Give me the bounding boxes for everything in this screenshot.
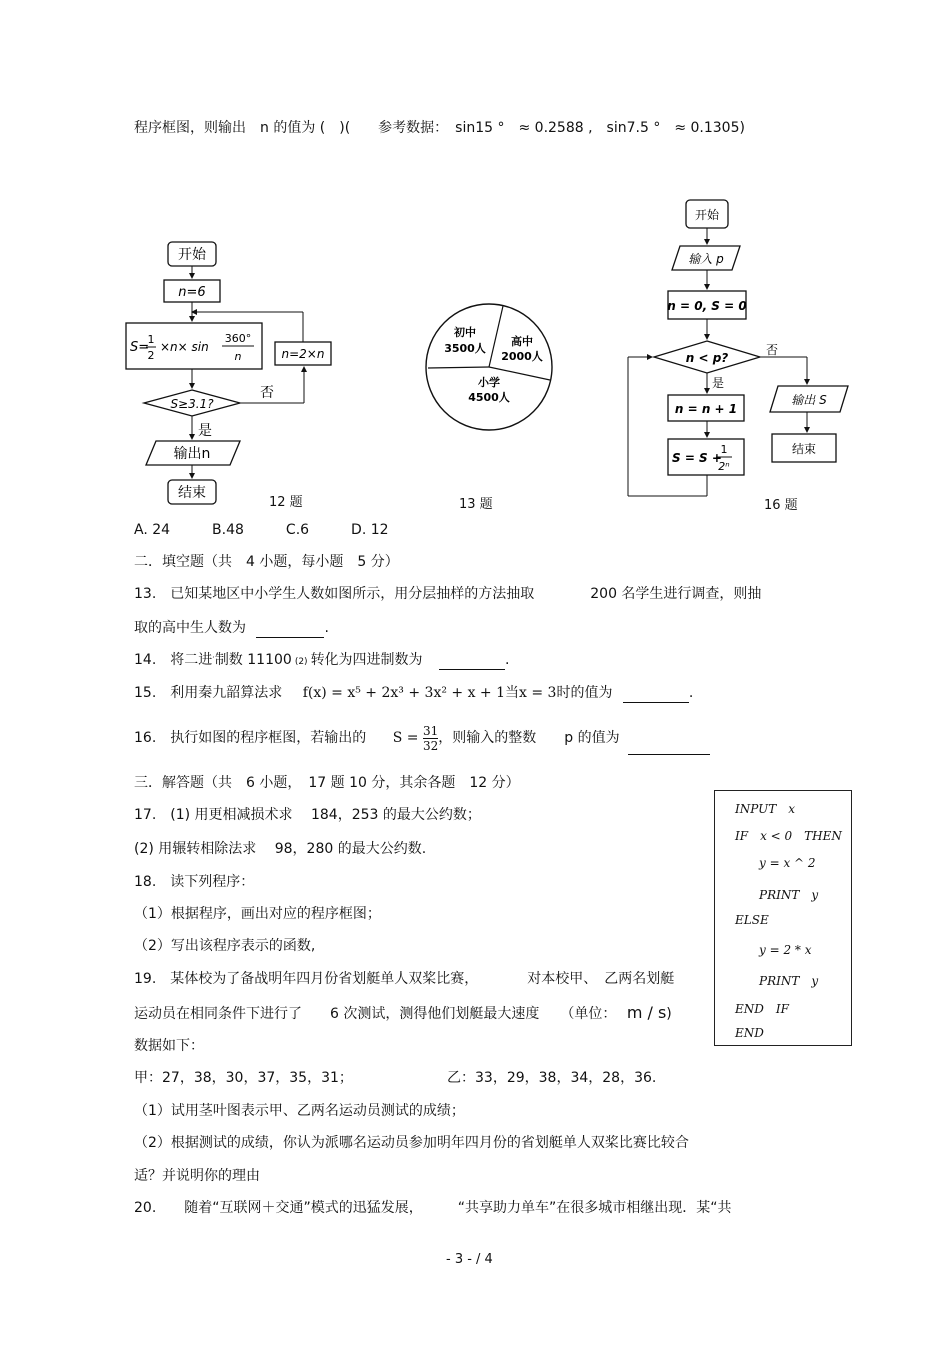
q13-line-2: 取的高中生人数为 .: [134, 620, 329, 636]
flowchart-q16: [600, 194, 860, 516]
q19-line-2: [134, 1004, 672, 1023]
yes-label: 是: [712, 376, 725, 390]
q15-text-a: 15. 利用秦九韶算法求: [134, 685, 283, 701]
q18-stem: 18. 读下列程序：: [134, 874, 255, 890]
output-label: 输出 S: [791, 393, 827, 407]
q19-unit: m / s: [626, 1003, 667, 1022]
output-label: 输出n: [173, 446, 211, 462]
question-12-stem: 程序框图，则输出 n 的值为 ( )( 参考数据： sin15 ° ≈ 0.2588 , sin7.5 ° ≈ 0.1305): [134, 120, 745, 136]
q13-line-1: 13. 已知某地区中小学生人数如图所示，用分层抽样的方法抽取 200 名学生进行调查，则抽: [134, 586, 762, 602]
pie-chart-q13: [420, 300, 560, 440]
code-line-2: IF x < 0 THEN: [735, 829, 842, 843]
q16-s: S =: [392, 730, 419, 746]
sum-num: 1: [720, 443, 728, 456]
q14-answer-blank: [439, 651, 505, 670]
update-label: n=2×n: [281, 347, 325, 361]
q16-text-a: 16. 执行如图的程序框图，若输出的: [134, 730, 367, 746]
slice-xiaoxue-label: 小学: [478, 376, 500, 389]
sum-prefix: S = S +: [672, 451, 722, 465]
caption-q12: 12 题: [269, 495, 303, 510]
caption-q16: 16 题: [764, 498, 798, 513]
q17-part-2: (2) 用辗转相除法求 98，280 的最大公约数.: [134, 841, 427, 857]
q19-data-yi: 乙：33，29，38，34，28，36.: [447, 1070, 657, 1086]
yes-label: 是: [198, 423, 212, 439]
end-label: 结束: [791, 442, 817, 456]
no-label: 否: [260, 385, 274, 401]
formula-mid: ×n× sin: [160, 340, 209, 354]
code-line-9: END: [735, 1026, 764, 1040]
q15-text-b: 当: [505, 685, 520, 701]
slice-chuzhong-label: 初中: [454, 326, 476, 339]
q14-subscript: (2): [294, 657, 308, 667]
sum-den: 2ⁿ: [718, 460, 730, 473]
q16-text-b: ，则输入的整数 p 的值为: [438, 730, 620, 746]
q15-formula: f(x) = x⁵ + 2x³ + 3x² + x + 1: [302, 685, 506, 701]
q16-line: [134, 722, 710, 755]
q19-part-2: （2）根据测试的成绩，你认为派哪名运动员参加明年四月份的省划艇单人双桨比赛比较合: [134, 1135, 689, 1151]
init-label: n = 0, S = 0: [667, 299, 747, 313]
formula-frac-num: 360°: [224, 332, 252, 345]
q16-answer-blank: [628, 722, 710, 755]
condition-label: n < p?: [685, 351, 729, 365]
q14-text-b: 制数 11100: [214, 652, 292, 668]
q18-part-1: （1）根据程序，画出对应的程序框图；: [134, 906, 381, 922]
q13-answer-blank: [256, 619, 324, 638]
q15-line: 15. 利用秦九韶算法求 f(x) = x⁵ + 2x³ + 3x² + x + 1当x = 3时的值为 .: [134, 685, 694, 701]
q19-part-3: 适？并说明你的理由: [134, 1168, 260, 1184]
q14-text-a: 14. 将二进: [134, 652, 213, 668]
q15-text-c: 时的值为: [556, 685, 613, 701]
q16-fraction: [423, 724, 438, 753]
formula-half-num: 1: [147, 333, 155, 346]
input-label: 输入 p: [688, 252, 724, 266]
slice-xiaoxue-value: 4500人: [468, 391, 510, 404]
no-label: 否: [766, 343, 779, 357]
condition-label: S≥3.1?: [170, 397, 214, 411]
flowchart-q12: [120, 232, 350, 517]
q12-options: A. 24 B.48 C.6 D. 12: [134, 522, 389, 538]
q19-data-jia: 甲：27，38，30，37，35，31；: [134, 1070, 353, 1086]
q18-part-2: （2）写出该程序表示的函数,: [134, 938, 316, 954]
q19-close: ): [666, 1006, 672, 1022]
code-line-3: y = x ^ 2: [759, 856, 816, 870]
q13-text: 取的高中生人数为: [134, 620, 246, 636]
code-line-1: INPUT x: [735, 802, 795, 816]
formula-half-den: 2: [147, 349, 155, 362]
q14-text-c: 转化为四进制数为: [310, 652, 423, 668]
init-label: n=6: [178, 285, 206, 300]
q19-part-1: （1）试用茎叶图表示甲、乙两名运动员测试的成绩；: [134, 1103, 465, 1119]
slice-gaozhong-value: 2000人: [501, 350, 543, 363]
slice-gaozhong-label: 高中: [511, 335, 533, 348]
end-label: 结束: [178, 485, 206, 501]
start-label: 开始: [178, 247, 206, 263]
caption-q13: 13 题: [459, 497, 493, 512]
q16-num: 31: [422, 723, 439, 738]
q20-stem: 20. 随着“互联网＋交通”模式的迅猛发展， “共享助力单车”在很多城市相继出现．某“共: [134, 1200, 732, 1216]
section-2-heading: 二．填空题（共 4 小题，每小题 5 分）: [134, 554, 399, 570]
q19-text: 运动员在相同条件下进行了 6 次测试，测得他们划艇最大速度 （单位：: [134, 1006, 617, 1022]
q15-answer-blank: [623, 684, 689, 703]
code-line-4: PRINT y: [759, 888, 819, 902]
start-label: 开始: [694, 208, 720, 222]
code-line-6: y = 2 * x: [759, 943, 812, 957]
q17-part-1: 17. (1) 用更相减损术求 184，253 的最大公约数；: [134, 807, 481, 823]
q16-den: 32: [422, 738, 439, 753]
slice-chuzhong-value: 3500人: [444, 342, 486, 355]
program-code-box: [714, 790, 852, 1046]
page-number: - 3 - / 4: [446, 1252, 493, 1267]
q15-x-value: x = 3: [519, 685, 557, 701]
formula-frac-den: n: [234, 350, 242, 363]
formula-prefix: S=: [130, 340, 150, 355]
q19-line-3: 数据如下：: [134, 1038, 204, 1054]
code-line-8: END IF: [735, 1002, 789, 1016]
code-line-7: PRINT y: [759, 974, 819, 988]
q14-line: 14. 将二进‘制数 11100 (2) 转化为四进制数为 .: [134, 652, 510, 668]
q19-line-1: 19. 某体校为了备战明年四月份省划艇单人双桨比赛， 对本校甲、 乙两名划艇: [134, 971, 675, 987]
code-line-5: ELSE: [735, 913, 769, 927]
section-3-heading: 三．解答题（共 6 小题， 17 题 10 分，其余各题 12 分）: [134, 775, 520, 791]
increment-label: n = n + 1: [674, 402, 738, 416]
